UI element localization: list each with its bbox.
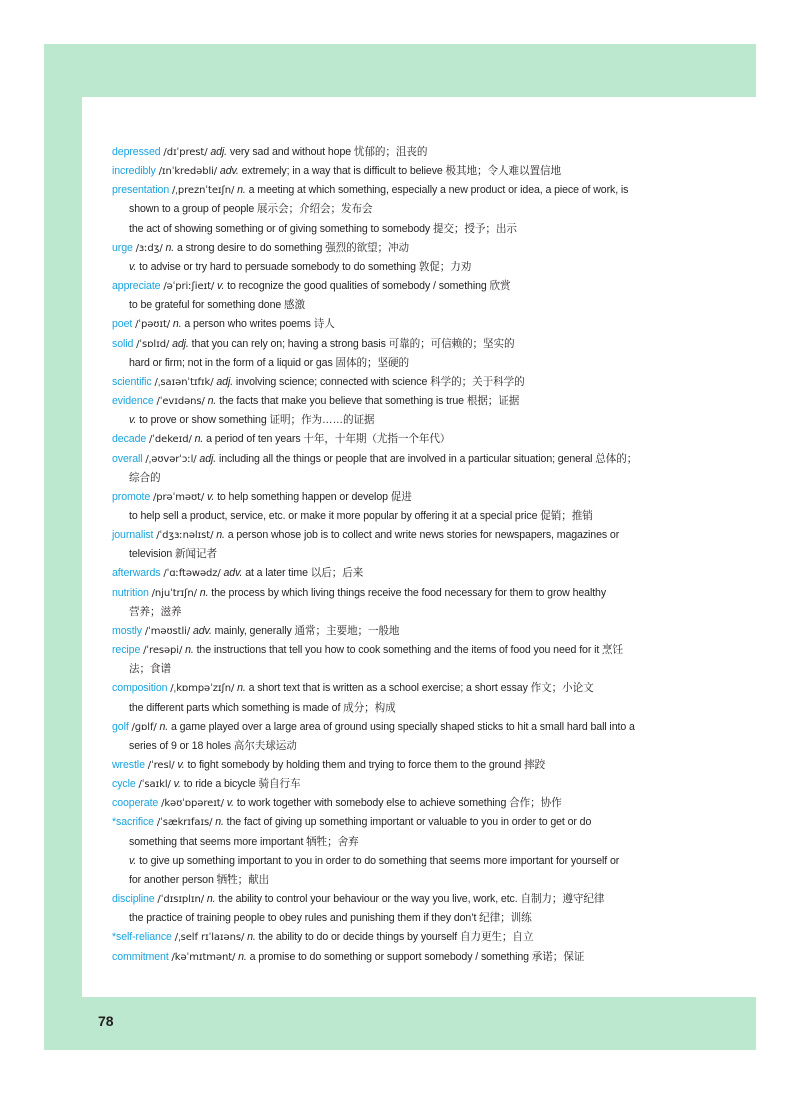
definition: a person whose job is to collect and write news stories for newspapers, magazines or (227, 529, 620, 542)
pronunciation: /ˌsaɪənˈtɪfɪk/ (154, 376, 214, 388)
pronunciation: /ˈevɪdəns/ (156, 396, 205, 408)
definition: extremely; in a way that is difficult to believe 极其地；令人难以置信地 (241, 165, 561, 178)
headword: cycle (112, 778, 136, 791)
part-of-speech: v. (226, 797, 235, 810)
headword: nutrition (112, 586, 149, 599)
entry-line (112, 813, 682, 832)
additional-sense (112, 507, 682, 526)
part-of-speech: n. (207, 395, 217, 408)
part-of-speech: n. (159, 720, 169, 733)
headword: *sacrifice (112, 816, 154, 829)
part-of-speech: n. (206, 893, 216, 906)
pronunciation: /kəʊˈɒpəreɪt/ (161, 798, 224, 810)
part-of-speech: n. (199, 586, 209, 599)
headword: poet (112, 318, 133, 331)
headword: solid (112, 337, 134, 350)
pronunciation: /əˈpriːʃieɪt/ (163, 281, 215, 293)
pronunciation: /ˈdʒɜːnəlɪst/ (156, 530, 214, 542)
definition: the instructions that tell you how to cook something and the items of food you need for it 烹饪 (196, 644, 624, 657)
entry-line (112, 392, 682, 411)
definition: a promise to do something or support somebody / something 承诺；保证 (249, 950, 585, 963)
headword: mostly (112, 624, 143, 637)
part-of-speech: adj. (210, 146, 228, 158)
headword: evidence (112, 395, 154, 408)
part-of-speech: n. (215, 816, 224, 829)
part-of-speech: adj. (216, 375, 234, 388)
definition: to give up something important to you in order to do something that seems more important for yourself or (139, 854, 620, 867)
part-of-speech: n. (185, 644, 194, 657)
definition: very sad and without hope 忧郁的；沮丧的 (229, 146, 428, 158)
definition: a meeting at which something, especially a new product or idea, a piece of work, is (248, 184, 629, 197)
definition: to advise or try hard to persuade somebody to do something 敦促；力劝 (139, 260, 472, 273)
pronunciation: /ˈməʊstli/ (144, 625, 191, 637)
entry-line (112, 641, 682, 660)
entry-line (112, 315, 682, 334)
definition: to help something happen or develop 促进 (217, 490, 412, 503)
headword: journalist (112, 529, 154, 542)
headword: scientific (112, 375, 152, 388)
entry-line (112, 718, 682, 737)
entry-line (112, 948, 682, 967)
part-of-speech: adv. (192, 624, 212, 637)
additional-sense (112, 411, 682, 430)
part-of-speech: v. (177, 759, 185, 771)
pronunciation: /ˈpəʊɪt/ (135, 319, 171, 331)
headword: commitment (112, 950, 169, 963)
pronunciation: /ˈresl/ (147, 760, 175, 771)
pronunciation: /ˈɑːftəwədz/ (163, 568, 221, 580)
headword: cooperate (112, 797, 159, 810)
entry-line (112, 239, 682, 258)
pronunciation: /ˌself rɪˈlaɪəns/ (174, 932, 245, 944)
definition: involving science; connected with science 科学的；关于科学的 (235, 375, 525, 388)
headword: overall (112, 452, 143, 465)
part-of-speech: v. (129, 260, 137, 273)
pronunciation: /prəˈməʊt/ (153, 491, 205, 503)
pronunciation: /ɡɒlf/ (131, 721, 157, 733)
entry-line (112, 143, 682, 162)
headword: recipe (112, 644, 141, 657)
definition: that you can rely on; having a strong basis 可靠的；可信赖的；坚实的 (191, 337, 515, 350)
pronunciation: /ˈdekeɪd/ (149, 434, 192, 446)
headword: composition (112, 682, 168, 695)
part-of-speech: adv. (223, 567, 243, 580)
definition: mainly, generally 通常；主要地；一般地 (214, 624, 400, 637)
entry-line (112, 890, 682, 909)
additional-sense (112, 258, 682, 277)
part-of-speech: n. (238, 950, 247, 963)
entry-line (112, 679, 682, 698)
definition: the process by which living things receive the food necessary for them to grow healthy (211, 586, 607, 599)
definition: a short text that is written as a school exercise; a short essay 作文；小论文 (248, 682, 594, 695)
pronunciation: /ˌpreznˈteɪʃn/ (171, 185, 235, 197)
entry-line (112, 584, 682, 603)
part-of-speech: n. (165, 241, 175, 254)
entry-line (112, 488, 682, 507)
entry-line (112, 277, 682, 296)
headword: afterwards (112, 567, 161, 580)
definition: the facts that make you believe that something is true 根据；证据 (219, 395, 520, 408)
pronunciation: /ɜːdʒ/ (135, 242, 163, 254)
pronunciation: /kəˈmɪtmənt/ (171, 951, 236, 963)
entry-line (112, 373, 682, 392)
part-of-speech: n. (172, 318, 182, 331)
definition: to ride a bicycle 骑自行车 (183, 778, 301, 791)
headword: presentation (112, 184, 170, 197)
entry-line (112, 775, 682, 794)
pronunciation: /dɪˈprest/ (163, 147, 208, 158)
definition-continuation: 综合的 (129, 471, 161, 484)
entry-line (112, 181, 682, 200)
definition: the ability to do or decide things by yourself 自力更生；自立 (258, 931, 534, 944)
definition: the different parts which something is made of 成分；构成 (129, 701, 396, 714)
part-of-speech: n. (216, 529, 225, 542)
entry-line (112, 526, 682, 545)
headword: golf (112, 720, 129, 733)
pronunciation: /ˌəʊvərˈɔːl/ (145, 453, 197, 465)
definition: to prove or show something 证明；作为……的证据 (139, 414, 375, 427)
entry-line (112, 564, 682, 583)
pronunciation: /ˈsækrɪfaɪs/ (156, 817, 213, 829)
part-of-speech: n. (237, 682, 246, 695)
definition: a strong desire to do something 强烈的欲望；冲动 (176, 241, 410, 254)
headword: wrestle (112, 759, 145, 771)
definition: a game played over a large area of ground using specially shaped sticks to hit a small hard ball into a (171, 720, 635, 733)
definition: including all the things or people that are involved in a particular situation; general 总体的； (218, 452, 638, 465)
definition: the practice of training people to obey rules and punishing them if they don’t 纪律；训练 (129, 912, 532, 925)
definition: the act of showing something or of giving something to somebody 提交；授予；出示 (129, 222, 517, 235)
additional-sense (112, 909, 682, 928)
additional-sense (112, 296, 682, 315)
headword: appreciate (112, 280, 161, 293)
headword: *self-reliance (112, 931, 172, 944)
entry-line (112, 928, 682, 947)
definition: a period of ten years 十年，十年期（尤指一个年代） (206, 433, 451, 446)
part-of-speech: n. (237, 184, 246, 197)
pronunciation: /ˌkɒmpəˈzɪʃn/ (170, 683, 235, 695)
definition: a person who writes poems 诗人 (184, 318, 335, 331)
part-of-speech: v. (217, 280, 225, 293)
pronunciation: /njuˈtrɪʃn/ (151, 587, 197, 599)
definition-continuation: shown to a group of people 展示会；介绍会；发布会 (129, 203, 373, 216)
definition: to fight somebody by holding them and trying to force them to the ground 摔跤 (187, 759, 546, 771)
definition: to help sell a product, service, etc. or make it more popular by offering it at a special price 促销；推销 (129, 509, 593, 522)
definition-continuation: television 新闻记者 (129, 548, 217, 561)
entry-line (112, 430, 682, 449)
additional-sense (112, 852, 682, 871)
part-of-speech: adj. (172, 337, 189, 350)
part-of-speech: v. (173, 778, 181, 791)
definition-continuation: series of 9 or 18 holes 高尔夫球运动 (129, 739, 297, 752)
entry-line (112, 794, 682, 813)
part-of-speech: adj. (199, 452, 217, 465)
part-of-speech: adv. (219, 165, 239, 178)
definition-continuation: hard or firm; not in the form of a liquid or gas 固体的；坚硬的 (129, 356, 409, 369)
headword: urge (112, 241, 133, 254)
pronunciation: /ˈresəpi/ (143, 645, 183, 657)
entry-line (112, 622, 682, 641)
entry-line (112, 162, 682, 181)
entry-line (112, 335, 682, 354)
entry-line (112, 450, 682, 469)
pronunciation: /ˈsɒlɪd/ (136, 338, 170, 350)
part-of-speech: v. (206, 490, 215, 503)
definition: at a later time 以后；后来 (245, 567, 364, 580)
vocabulary-list (112, 143, 682, 967)
definition-continuation: for another person 牺牲；献出 (129, 873, 270, 886)
part-of-speech: n. (194, 433, 204, 446)
pronunciation: /ɪnˈkredəbli/ (158, 166, 218, 178)
definition: to be grateful for something done 感激 (129, 299, 306, 312)
headword: incredibly (112, 165, 156, 178)
part-of-speech: v. (129, 414, 137, 427)
definition: to recognize the good qualities of somebody / something 欣赏 (227, 280, 511, 293)
definition-continuation: something that seems more important 牺牲；舍弃 (129, 835, 359, 848)
headword: promote (112, 490, 151, 503)
headword: depressed (112, 146, 161, 158)
entry-line (112, 756, 682, 775)
page-number: 78 (98, 1013, 114, 1029)
definition: to work together with somebody else to achieve something 合作；协作 (236, 797, 562, 810)
pronunciation: /ˈdɪsɪplɪn/ (157, 894, 204, 906)
definition: the ability to control your behaviour or the way you live, work, etc. 自制力；遵守纪律 (218, 893, 605, 906)
headword: decade (112, 433, 147, 446)
definition: the fact of giving up something important or valuable to you in order to get or do (226, 816, 592, 829)
definition-continuation: 营养；滋养 (129, 605, 182, 618)
part-of-speech: v. (129, 854, 137, 867)
additional-sense (112, 699, 682, 718)
headword: discipline (112, 893, 155, 906)
additional-sense (112, 220, 682, 239)
part-of-speech: n. (247, 931, 256, 944)
definition-continuation: 法；食谱 (129, 663, 171, 676)
pronunciation: /ˈsaɪkl/ (138, 779, 171, 791)
